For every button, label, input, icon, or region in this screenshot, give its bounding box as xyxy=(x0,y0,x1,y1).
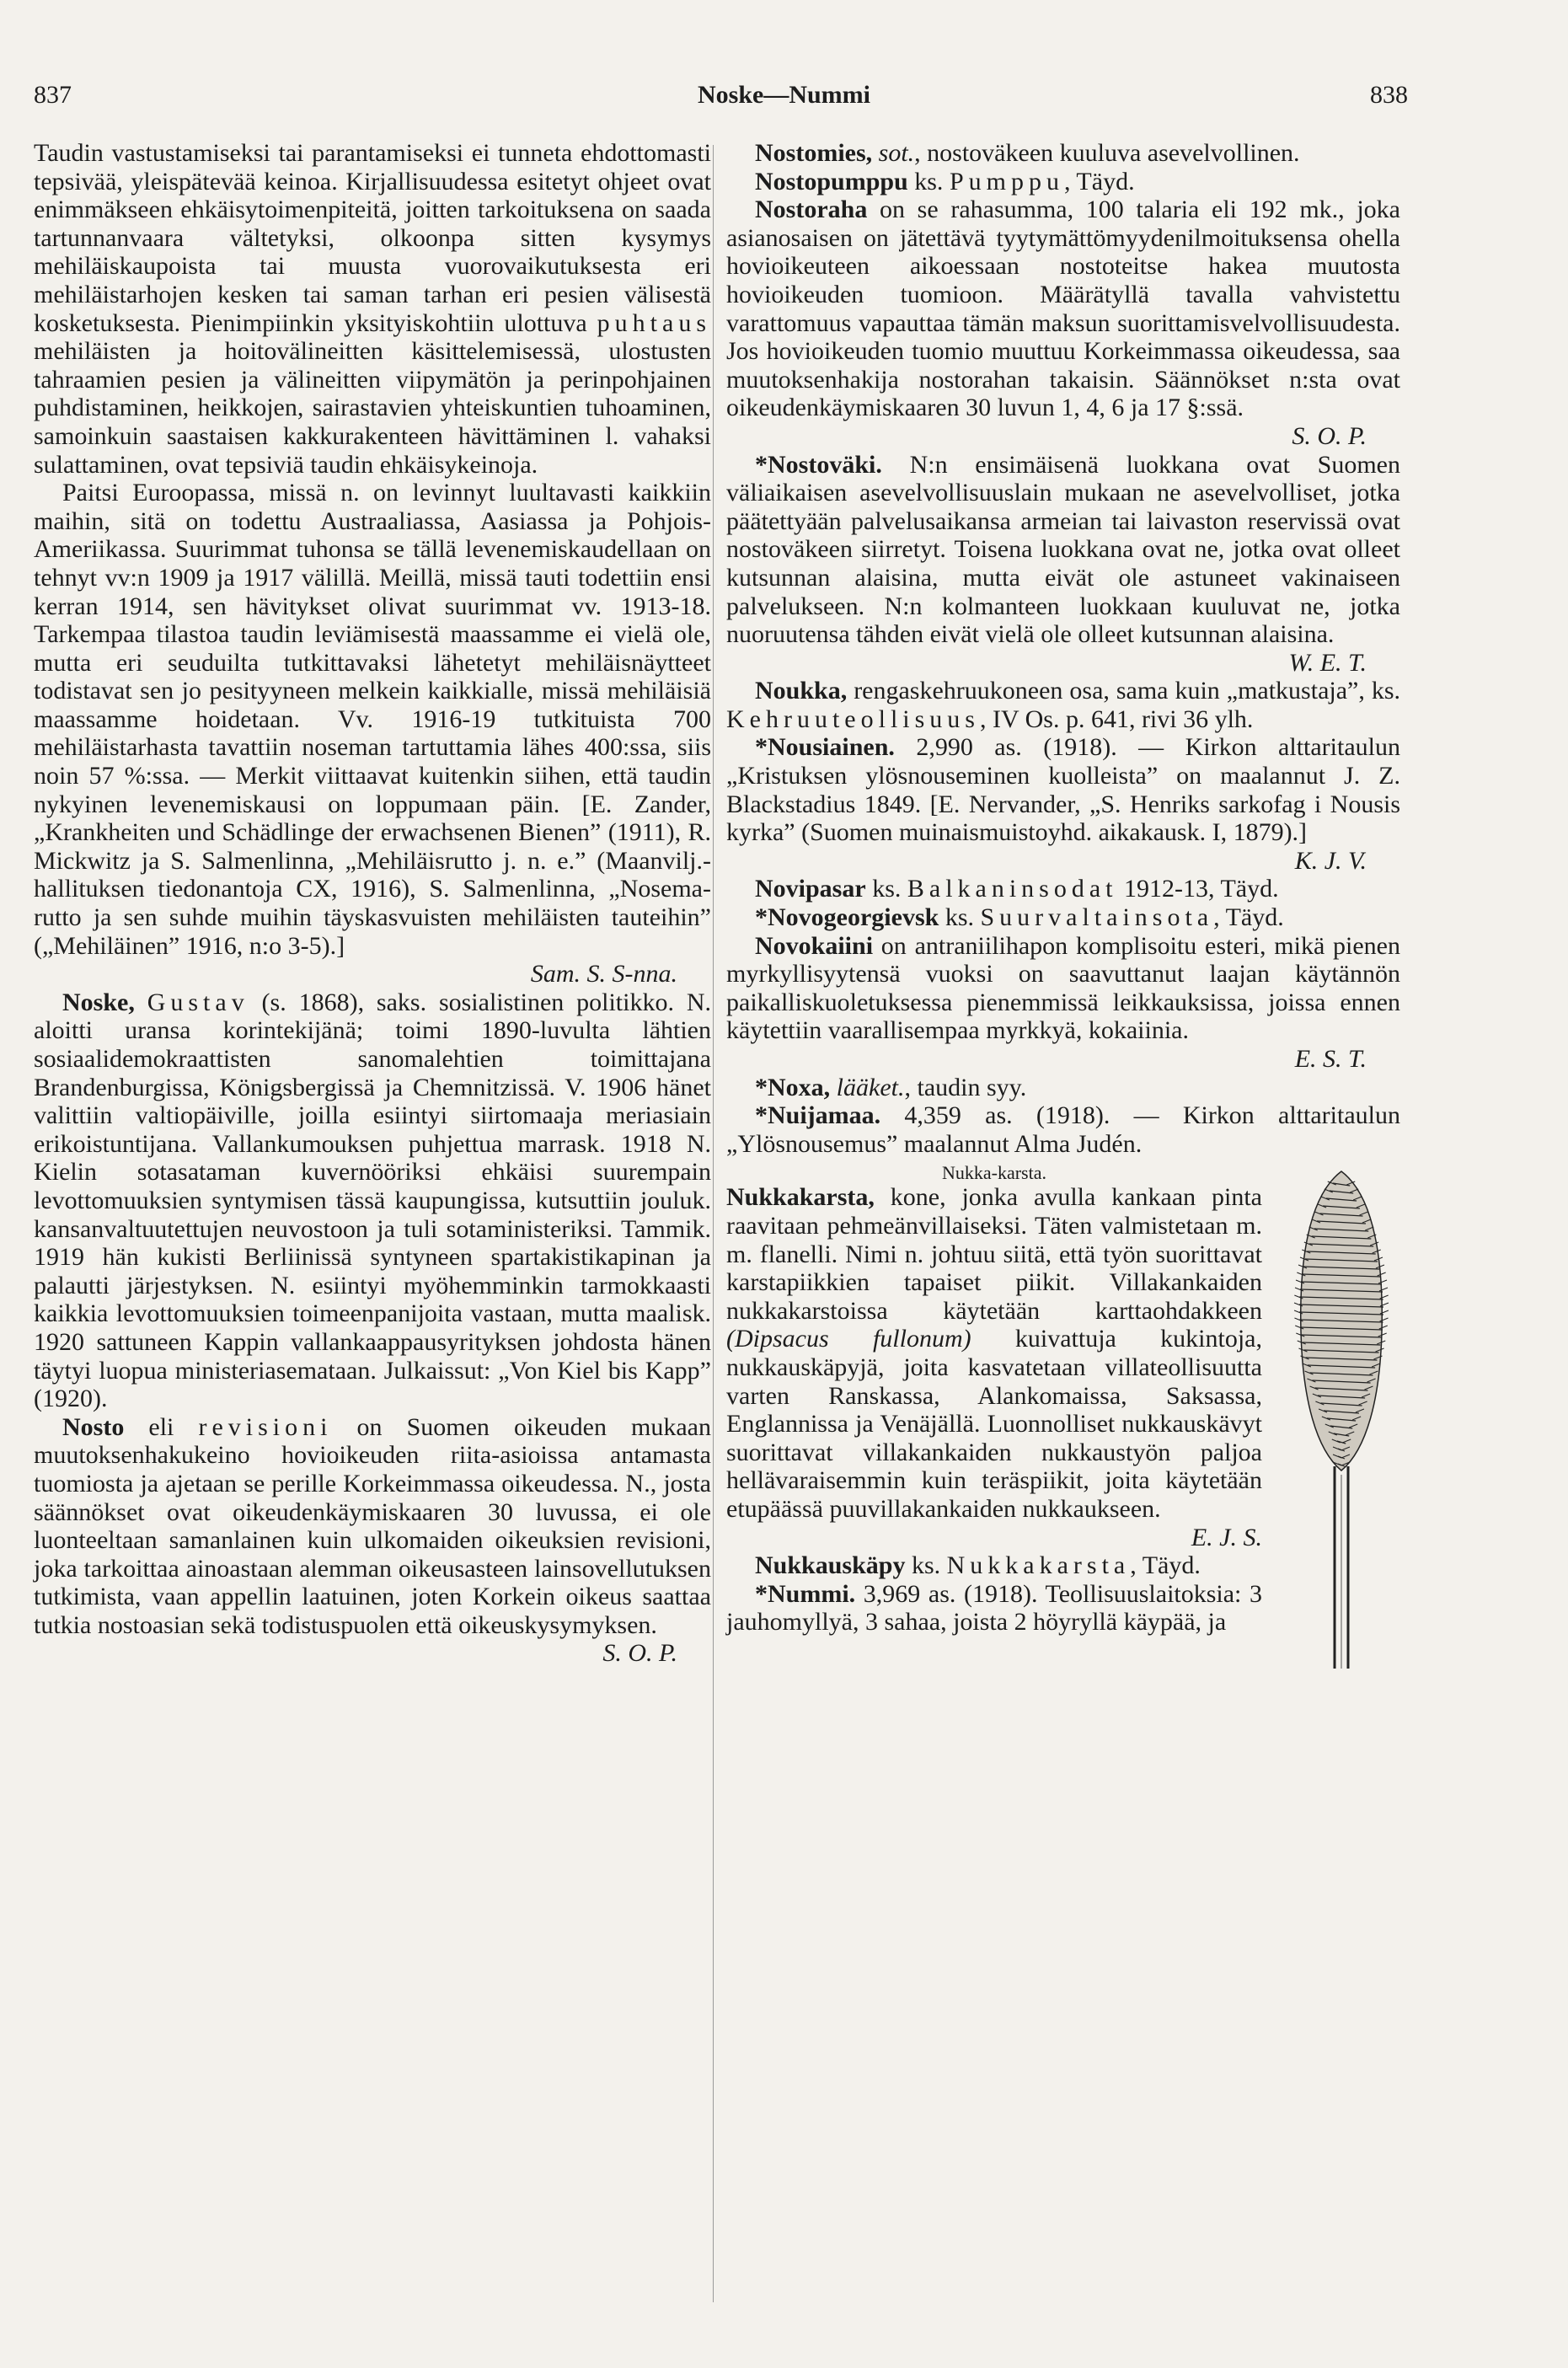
entry-noxa: *Noxa, lääket., taudin syy. xyxy=(755,1073,1027,1101)
entry-nostovaki: *Nostoväki. N:n ensimäisenä luokkana ovat Suomen väliaikaisen asevelvollisuuslain mukaan ne asevelvolliset, jotka päätettyään palvelusaikansa armeian tai laivaston reservissä ovat nostoväkeen siirretyt. Toisena luokkana ovat ne, jotka ovat olleet kutsunnan alaisina, mutta eivät ole astuneet vakinaiseen palvelukseen. N:n kolmanteen luokkaan kuuluvat ne, jotka nuoruutensa tähden eivät vielä ole olleet kutsunnan alaisina. W. E. T. xyxy=(726,450,1400,677)
signature: E. S. T. xyxy=(1294,1045,1367,1073)
entry-nosto: Nosto eli revisioni on Suomen oikeuden mukaan muutoksenhakukeino hovioikeuden riita-asioissa antamasta tuomiosta ja ajetaan se perille Korkeimmassa oikeudessa. N., josta säännökset ovat oikeudenkäymiskaaren 30 luvussa, ei ole luonteeltaan samanlainen kuin ulkomaiden oikeuksien revisioni, joka tarkoittaa ainoastaan alemman oikeusasteen lainsovellutuksen tutkimista, vaan appellin laatuinen, joten Korkein oikeus saattaa tutkia nostoasian sekä todistuspuolen että oikeuskysymyksen. S. O. P. xyxy=(34,1412,711,1668)
entry-nousiainen: *Nousiainen. 2,990 as. (1918). — Kirkon alttaritaulun „Kristuksen ylösnouseminen kuolleista” on maalannut J. Z. Blackstadius 1849. [E. Nervander, „S. Henriks sarkofag i Nousis kyrka” (Suomen muinaismuistoyhd. aikakausk. I, 1879).] K. J. V. xyxy=(726,733,1400,875)
entry-novipasar: Novipasar ks. Balkaninsodat 1912-13, Täyd. xyxy=(755,875,1279,903)
signature: S. O. P. xyxy=(602,1639,677,1668)
signature: K. J. V. xyxy=(1294,846,1367,875)
entry-nostomies: Nostomies, sot., nostoväkeen kuuluva asevelvollinen. xyxy=(755,139,1300,167)
left-column xyxy=(34,139,711,1668)
page-number-left: 837 xyxy=(34,81,72,109)
headword: Nosto xyxy=(62,1412,125,1441)
signature: W. E. T. xyxy=(1288,648,1367,677)
teasel-head-illustration xyxy=(1282,1163,1400,1669)
entry-noske: Noske, Gustav (s. 1868), saks. sosialistinen politikko. N. aloitti uransa korintekijänä; toimi 1890-luvulta lähtien sosiaalidemokraattisten sanomalehtien toimittajana Brandenburgissa, Königsbergissä ja Chemnitzissä. V. 1906 hänet valittiin valtiopäiville, joilla esiintyi siirtomaaja meriasiain erikoistuntijana. Vallankumouksen puhjettua marrask. 1918 N. Kielin sotasataman kuvernööriksi ehkäisi suurempain levottomuuksien syntymisen tässä kaupungissa, kutsuttiin jouluk. kansanvaltuutettujen neuvostoon ja tuli sotaministeriksi. Tammik. 1919 hän kukisti Berliinissä syntyneen spartakistikapinan ja palautti järjestyksen. N. esiintyi myöhemminkin tarmokkaasti kaikkia levottomuuksien toimeenpanijoita vastaan, mutta maalisk. 1920 sattuneen Kappin vallankaappausyrityksen johdosta hänen täytyi luopua ministeriasemataan. Julkaissut: „Von Kiel bis Kapp” (1920). xyxy=(34,988,712,1413)
column-divider xyxy=(713,145,714,2302)
signature: S. O. P. xyxy=(1292,421,1367,450)
teasel-figure xyxy=(1282,1163,1400,1702)
entry-nukkauskapy: Nukkauskäpy ks. Nukkakarsta, Täyd. xyxy=(755,1551,1201,1580)
entry-nostopumppu: Nostopumppu ks. Pumppu, Täyd. xyxy=(755,167,1135,196)
entry-nuijamaa: *Nuijamaa. 4,359 as. (1918). — Kirkon alttaritaulun „Ylösnousemus” maalannut Alma Judén. xyxy=(726,1101,1400,1158)
signature: Sam. S. S-nna. xyxy=(530,960,677,988)
entry-nostoraha: Nostoraha on se rahasumma, 100 talaria eli 192 mk., joka asianosaisen on jätettävä tyytymättömyydenilmoituksensa ohella hovioikeuteen aikoessaan nostoteitse hakea muutosta hovioikeuden tuomioon. Määrätyllä tavalla vahvistettu varattomuus vapauttaa tämän maksun suorittamisvelvollisuudesta. Jos hovioikeuden tuomio muuttuu Korkeimmassa oikeudessa, saa muutoksenhakija nostorahan takaisin. Säännökset n:sta ovat oikeudenkäymiskaaren 30 luvun 1, 4, 6 ja 17 §:ssä. S. O. P. xyxy=(726,196,1400,450)
entry-novogeorgievsk: *Novogeorgievsk ks. Suurvaltainsota, Täyd. xyxy=(755,903,1284,932)
running-title: Noske—Nummi xyxy=(697,81,870,109)
figure-caption: Nukka-karsta. xyxy=(941,1162,1046,1184)
entry-noukka: Noukka, rengaskehruukoneen osa, sama kuin „matkustaja”, ks. Kehruuteollisuus, IV Os. p. 641, rivi 36 ylh. xyxy=(726,677,1400,733)
headword: Noske, xyxy=(62,988,135,1016)
signature: E. J. S. xyxy=(1191,1523,1262,1551)
page-number-right: 838 xyxy=(1370,81,1408,109)
entry-novokaiini: Novokaiini on antraniilihapon komplisoitu esteri, mikä pienen myrkyllisyytensä vuoksi on saavuttanut laajan käytännön paikalliskuoletuksessa pienemmissä leikkauksissa, joissa ennen käytettiin vaarallisempaa myrkkyä, kokaiinia. E. S. T. xyxy=(726,931,1400,1073)
page-header xyxy=(0,81,1568,128)
entry-nummi: *Nummi. 3,969 as. (1918). Teollisuuslaitoksia: 3 jauhomyllyä, 3 sahaa, joista 2 höyryllä käypää, ja xyxy=(726,1579,1262,1637)
right-column: Nostomies, sot., nostoväkeen kuuluva asevelvollinen. Nostopumppu ks. Pumppu, Täyd. Nostoraha on se rahasumma, 100 talaria eli 192 mk., joka asianosaisen on jätettävä tyytymättömyydenilmoituksensa ohella hovioikeuteen aikoessaan nostoteitse hakea muutosta hovioikeuden tuomioon. Määrätyllä tavalla vahvistettu varattomuus vapauttaa tämän maksun suorittamisvelvollisuudesta. Jos hovioikeuden tuomio muuttuu Korkeimmassa oikeudessa, saa muutoksenhakija nostorahan takaisin. Säännökset n:sta ovat oikeudenkäymiskaaren 30 luvun 1, 4, 6 ja 17 §:ssä. S. O. P. *Nostoväki. N:n ensimäisenä luokkana ovat Suomen väliaikaisen asevelvollisuuslain mukaan ne asevelvolliset, jotka päätettyään palvelusaikansa armeian tai laivaston reservissä ovat nostoväkeen siirretyt. Toisena luokkana ovat ne, jotka ovat olleet kutsunnan alaisina, mutta eivät ole astuneet vakinaiseen palvelukseen. N:n kolmanteen luokkaan kuuluvat ne, jotka nuoruutensa tähden eivät vielä ole olleet kutsunnan alaisina. W. E. T. Noukka, rengaskehruukoneen osa, sama kuin „matkustaja”, ks. Kehruuteollisuus, IV Os. p. 641, rivi 36 ylh. *Nousiainen. 2,990 as. (1918). — Kirkon alttaritaulun „Kristuksen ylösnouseminen kuolleista” on maalannut J. Z. Blackstadius 1849. [E. Nervander, „S. Henriks sarkofag i Nousis kyrka” (Suomen muinaismuistoyhd. aikakausk. I, 1879).] K. J. V. Novipasar ks. Balkaninsodat 1912-13, Täyd. *Novogeorgievsk ks. Suurvaltainsota, Täyd. Novokaiini on antraniilihapon komplisoitu esteri, mikä pienen myrkyllisyytensä vuoksi on saavuttanut laajan käytännön paikalliskuoletuksessa pienemmissä leikkauksissa, joissa ennen käytettiin vaarallisempaa myrkkyä, kokaiinia. E. S. T. *Noxa, lääket., taudin syy. *Nuijamaa. 4,359 as. (1918). — Kirkon alttaritaulun „Ylösnousemus” maalannut Alma Judén. Nukka-karsta. Nukkakarsta, kone, jonka avulla kankaan pinta raavitaan pehmeänvillaiseksi. Täten valmistetaan m. m. flanelli. Nimi n. johtuu siitä, että työn suorittavat karstapiikkien tapaiset piikit. Villakankaiden nukkakarstoissa käytetään karttaohdakkeen (Dipsacus fullonum) kuivattuja kukintoja, nukkauskäpyjä, joita kasvatetaan villateollisuutta varten Ranskassa, Alankomaissa, Saksassa, Englannissa ja Venäjällä. Luonnolliset nukkauskävyt suorittavat villakankaiden nukkaustyön paljoa hellävaraisemmin kuin teräspiikit, joita käytetään etupäässä puuvillakankaiden nukkaukseen. E. J. S. Nukkauskäpy ks. Nukkakarsta, Täyd. *Nummi. 3,969 as. (1918). Teollisuuslaitoksia: 3 jauhomyllyä, 3 sahaa, joista 2 höyryllä käypää, ja xyxy=(726,139,1400,1702)
article-text: Paitsi Euroopassa, missä n. on levinnyt luultavasti kaikkiin maihin, sitä on todettu Austraaliassa, Aasiassa ja Pohjois-Ameriikassa. Suurimmat tuhonsa se tällä levenemiskaudellaan on tehnyt vv:n 1909 ja 1917 välillä. Meillä, missä tauti todettiin ensi kerran 1914, sen hävitykset olivat suurimmat vv. 1913-18. Tarkempaa tilastoa taudin leviämisestä maassamme ei vielä ole, mutta eri seuduilta tutkittavaksi lähetetyt mehiläisnäytteet todistavat sen jo pesityyneen melkein kaikkialle, missä mehiläisiä maassamme hoidetaan. Vv. 1916-19 tutkituista 700 mehiläistarhasta tavattiin noseman tartuttamia lähes 400:ssa, siis noin 57 %:ssa. — Merkit viittaavat kuitenkin siihen, että taudin nykyinen levenemiskausi on loppumaan päin. [E. Zander, „Krankheiten und Schädlinge der erwachsenen Bienen” (1911), R. Mickwitz ja S. Salmenlinna, „Mehiläisrutto j. n. e.” (Maanvilj.-hallituksen tiedonantoja CX, 1916), S. Salmenlinna, „Nosema-rutto ja sen suhde muihin täyskasvuisten mehiläisten tauteihin” („Mehiläinen” 1916, n:o 3-5).] Sam. S. S-nna. xyxy=(34,479,711,988)
article-text: Taudin vastustamiseksi tai parantamiseksi ei tunneta ehdottomasti tepsivää, yleispätevää keinoa. Kirjallisuudessa esitetyt ohjeet ovat enimmäkseen ehkäisytoimenpiteitä, joitten tarkoituksena on saada tartunnanvaara vältetyksi, olkoonpa sitten kysymys mehiläiskaupoista tai muusta vuorovaikutuksesta eri mehiläistarhojen kesken tai saman tarhan eri pesien välisestä kosketuksesta. Pienimpiinkin yksityiskohtiin ulottuva puhtaus mehiläisten ja hoitovälineitten käsittelemisessä, ulostusten tahraamien pesien ja välineitten viipymätön ja perinpohjainen puhdistaminen, heikkojen, sairastavien yhteiskuntien tuhoaminen, samoinkuin saastaisen kakkurakenteen hävittäminen l. vahaksi sulattaminen, ovat tepsiviä taudin ehkäisykeinoja. xyxy=(34,139,711,479)
